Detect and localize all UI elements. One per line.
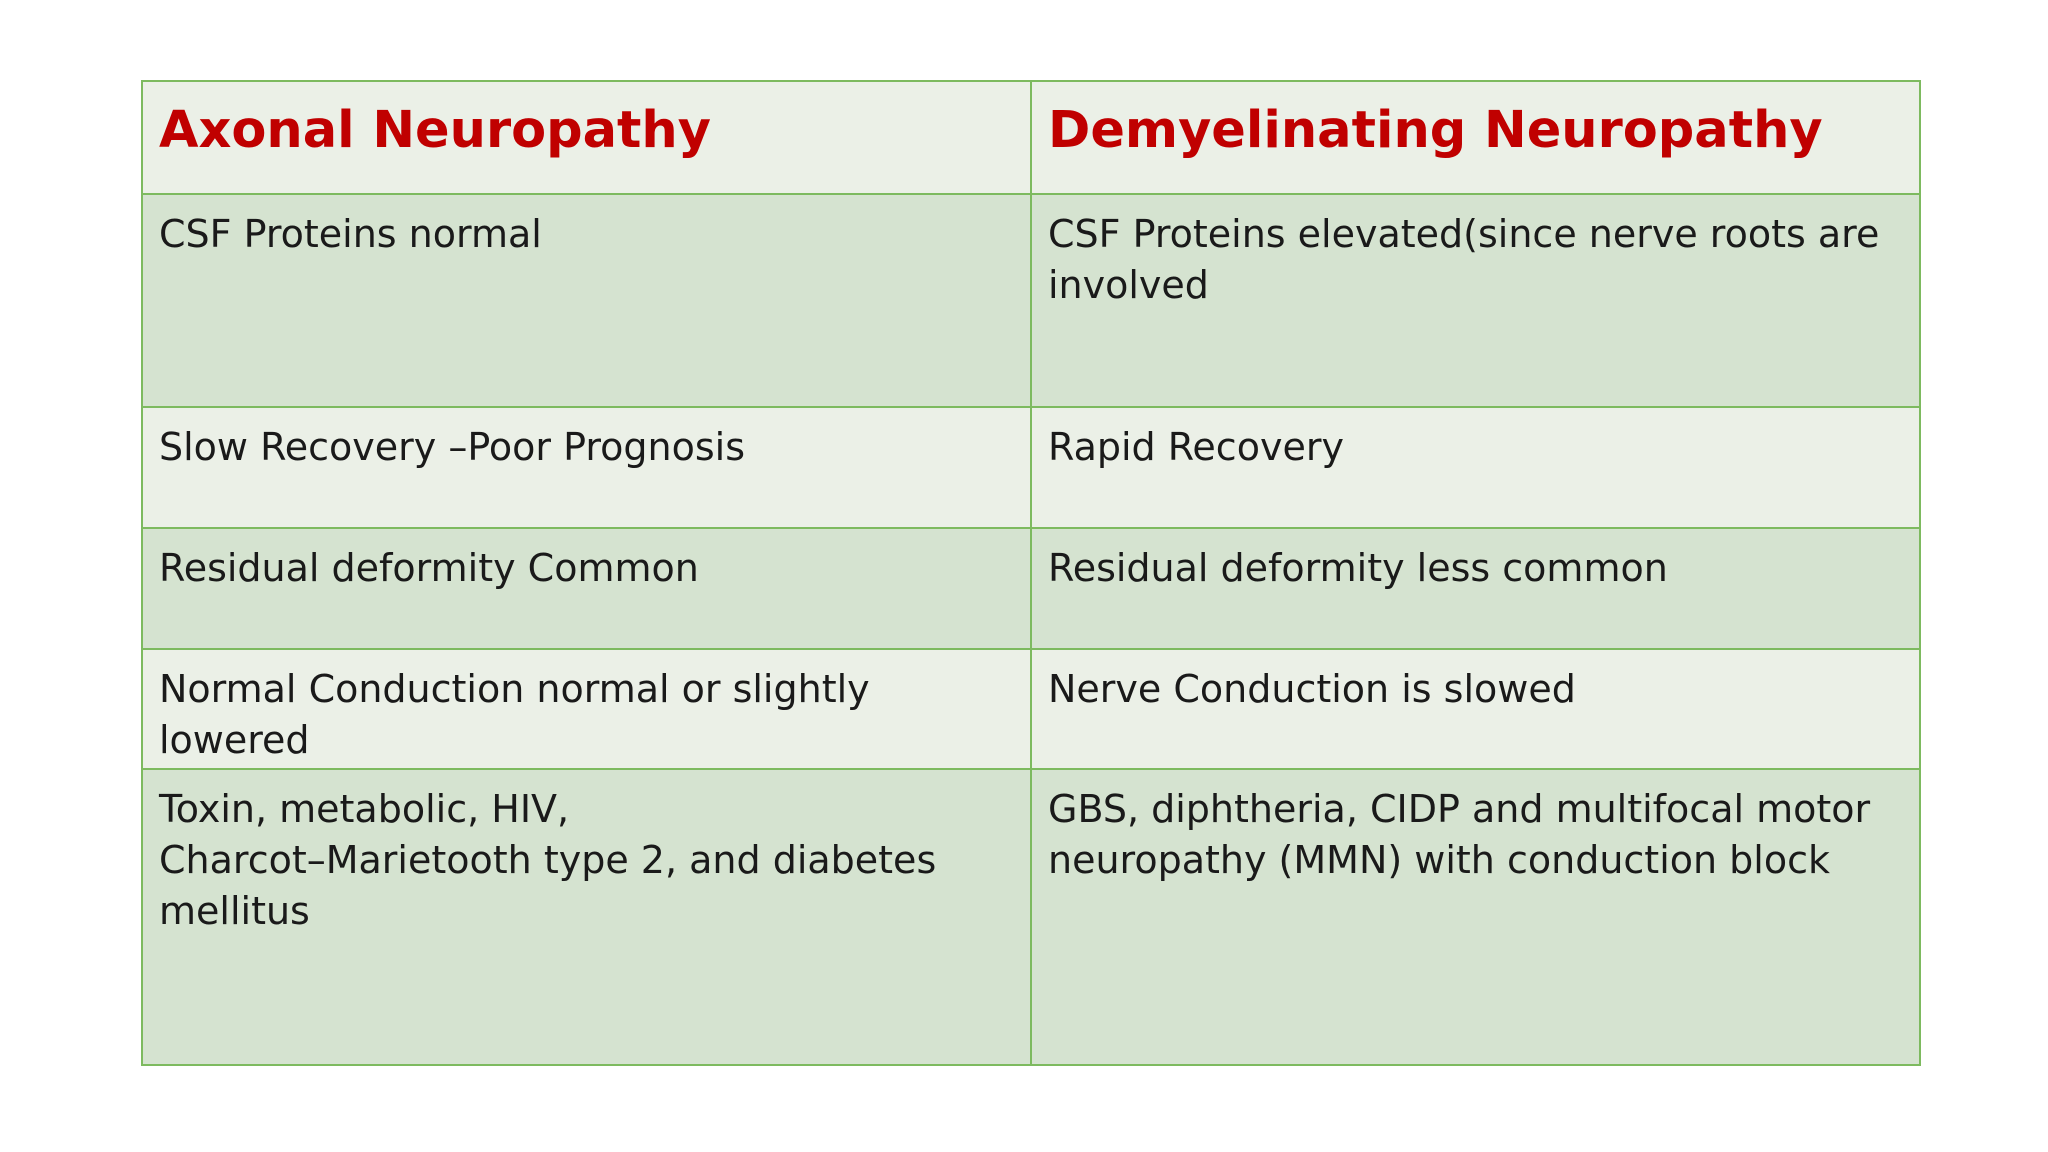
axonal-deformity-cell: Residual deformity Common [142, 528, 1031, 649]
demyelinating-recovery-cell: Rapid Recovery [1031, 407, 1920, 528]
header-demyelinating-neuropathy: Demyelinating Neuropathy [1031, 81, 1920, 194]
table-row [142, 528, 1920, 649]
demyelinating-deformity-cell: Residual deformity less common [1031, 528, 1920, 649]
axonal-causes-line-1: Toxin, metabolic, HIV, [159, 787, 570, 831]
table-row [142, 194, 1920, 407]
table-row [142, 407, 1920, 528]
comparison-table [141, 80, 1921, 1066]
demyelinating-conduction-cell: Nerve Conduction is slowed [1031, 649, 1920, 769]
axonal-csf-proteins-cell: CSF Proteins normal [142, 194, 1031, 407]
axonal-recovery-cell: Slow Recovery –Poor Prognosis [142, 407, 1031, 528]
axonal-causes-line-2: Charcot–Marietooth type 2, and diabetes mellitus [159, 838, 937, 933]
table-header-row [142, 81, 1920, 194]
demyelinating-causes-cell: GBS, diphtheria, CIDP and multifocal motor neuropathy (MMN) with conduction block [1031, 769, 1920, 1065]
table-row [142, 649, 1920, 769]
demyelinating-csf-proteins-cell: CSF Proteins elevated(since nerve roots are involved [1031, 194, 1920, 407]
header-axonal-neuropathy: Axonal Neuropathy [142, 81, 1031, 194]
table-row [142, 769, 1920, 1065]
axonal-conduction-cell: Normal Conduction normal or slightly lowered [142, 649, 1031, 769]
axonal-causes-cell [142, 769, 1031, 1065]
